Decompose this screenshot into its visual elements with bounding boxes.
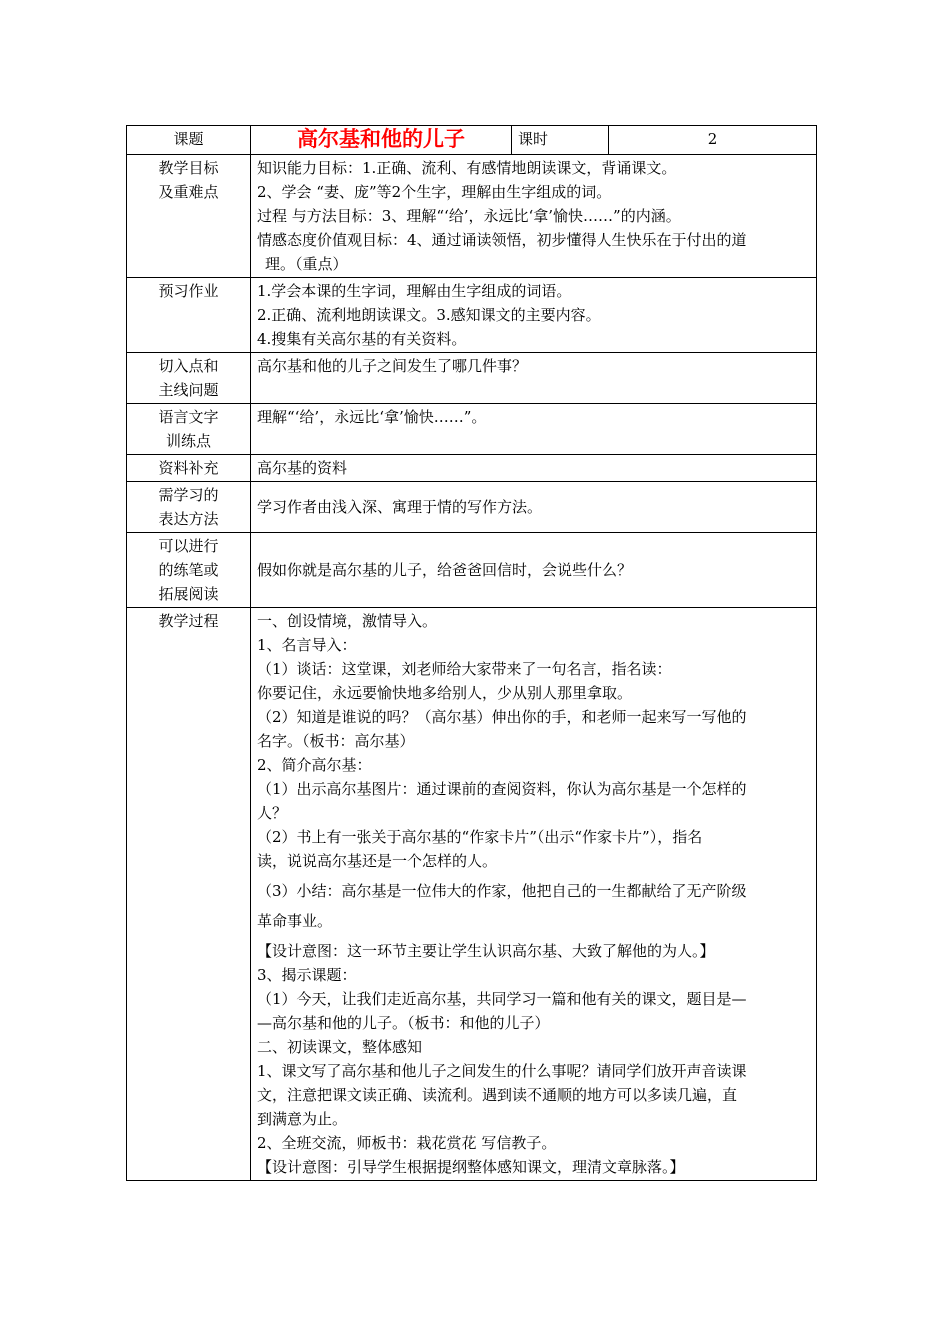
design-intent-1: 【设计意图：这一环节主要让学生认识高尔基、大致了解他的为人。】 <box>257 942 715 960</box>
entry-label: 切入点和 主线问题 <box>127 353 251 404</box>
lesson-title-cell <box>251 126 512 155</box>
goals-content: 知识能力目标：1.正确、流利、有感情地朗读课文，背诵课文。 2、学会 “妻、庞”等2个生字，理解由生字组成的词。 过程 与方法目标：3、理解“‘给’，永远比‘拿’愉快……”的内涵。 情感态度价值观目标：4、通过诵读领悟，初步懂得人生快乐在于付出的道 理。（重点） <box>251 155 817 278</box>
expression-row <box>127 482 817 533</box>
practice-label: 可以进行 的练笔或 拓展阅读 <box>127 533 251 608</box>
preview-label: 预习作业 <box>127 278 251 353</box>
language-row <box>127 404 817 455</box>
language-label: 语言文字 训练点 <box>127 404 251 455</box>
process-row <box>127 608 817 1181</box>
entry-content: 高尔基和他的儿子之间发生了哪几件事？ <box>251 353 817 404</box>
design-intent-2: 【设计意图：引导学生根据提纲整体感知课文，理清文章脉落。】 <box>257 1158 685 1176</box>
materials-row <box>127 455 817 482</box>
lesson-plan-table <box>126 125 817 1181</box>
hours-value: 2 <box>609 126 817 155</box>
lesson-title: 高尔基和他的儿子 <box>297 126 465 151</box>
materials-label: 资料补充 <box>127 455 251 482</box>
practice-content: 假如你就是高尔基的儿子，给爸爸回信时，会说些什么？ <box>251 533 817 608</box>
preview-row <box>127 278 817 353</box>
entry-row <box>127 353 817 404</box>
language-content: 理解“‘给’，永远比‘拿’愉快……”。 <box>251 404 817 455</box>
preview-content: 1.学会本课的生字词，理解由生字组成的词语。 2.正确、流利地朗读课文。3.感知课文的主要内容。 4.搜集有关高尔基的有关资料。 <box>251 278 817 353</box>
goals-label: 教学目标 及重难点 <box>127 155 251 278</box>
topic-label: 课题 <box>127 126 251 155</box>
goals-row <box>127 155 817 278</box>
expression-label: 需学习的 表达方法 <box>127 482 251 533</box>
hours-label: 课时 <box>512 126 609 155</box>
practice-row <box>127 533 817 608</box>
process-content: 一、创设情境，激情导入。 1、名言导入： （1）谈话：这堂课，刘老师给大家带来了一句名言，指名读： 你要记住，永远要愉快地多给别人，少从别人那里拿取。 （2）知道是谁说的吗？（高尔基）伸出你的手，和老师一起来写一写他的 名字。（板书：高尔基） 2、简介高尔基： （1）出示高尔基图片：通过课前的查阅资料，你认为高尔基是一个怎样的 人？ （2）书上有一张关于高尔基的“作家卡片”（出示“作家卡片”），指名 读，说说高尔基还是一个怎样的人。 （3）小结：高尔基是一位伟大的作家，他把自己的一生都献给了无产阶级 革命事业。 【设计意图：这一环节主要让学生认识高尔基、大致了解他的为人。】 3、揭示课题： （1）今天，让我们走近高尔基，共同学习一篇和他有关的课文，题目是— —高尔基和他的儿子。（板书：和他的儿子） 二、初读课文，整体感知 1、课文写了高尔基和他儿子之间发生的什么事呢？请同学们放开声音读课 文，注意把课文读正确、读流利。遇到读不通顺的地方可以多读几遍，直 到满意为止。 2、全班交流，师板书：栽花赏花 写信教子。 【设计意图：引导学生根据提纲整体感知课文，理清文章脉落。】 <box>251 608 817 1181</box>
expression-content: 学习作者由浅入深、寓理于情的写作方法。 <box>251 482 817 533</box>
process-label: 教学过程 <box>127 608 251 1181</box>
materials-content: 高尔基的资料 <box>251 455 817 482</box>
header-row <box>127 126 817 155</box>
